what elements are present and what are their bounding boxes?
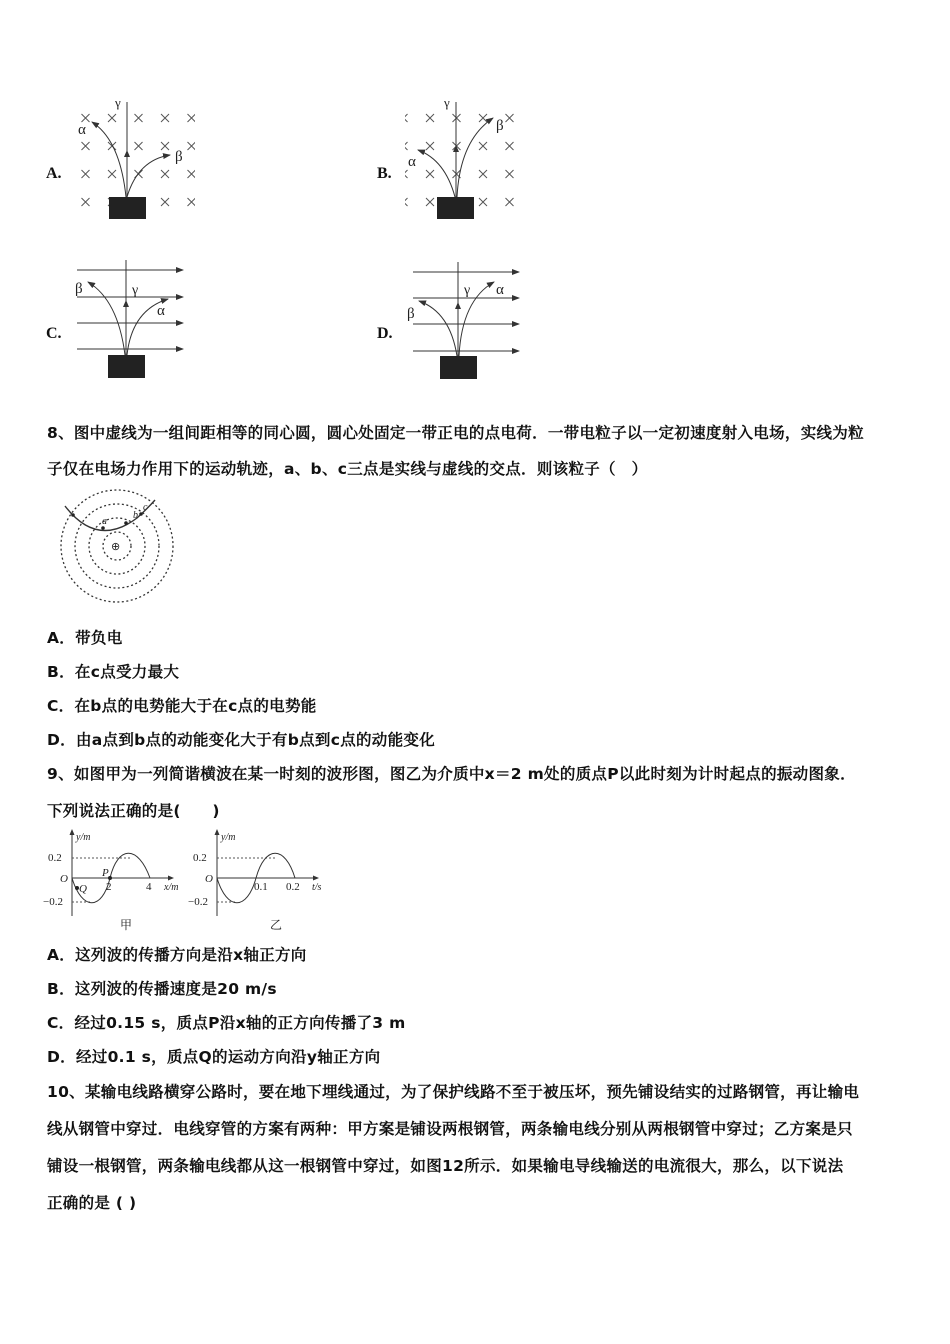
q9-stem-line1: 9、如图甲为一列简谐横波在某一时刻的波形图，图乙为介质中x＝2 m处的质点P以此时刻为计时起点的振动图象． [47, 765, 856, 783]
alpha-label: α [78, 122, 86, 138]
q9-graphs [40, 826, 340, 936]
diagram-c [75, 260, 183, 378]
ytick-bottom: −0.2 [188, 896, 208, 908]
positive-charge-icon: ⊕ [111, 541, 121, 553]
gamma-label: γ [132, 283, 139, 298]
point-a-label: a [102, 516, 107, 527]
ylabel: y/m [221, 832, 236, 843]
ttick-01: 0.1 [254, 881, 268, 893]
q8-stem-line1: 8、图中虚线为一组间距相等的同心圆，圆心处固定一带正电的点电荷．一带电粒子以一定初速度射入电场，实线为粒 [47, 424, 864, 442]
point-c-label: c [143, 502, 148, 513]
xtick-2: 2 [106, 881, 112, 893]
ytick-top: 0.2 [193, 852, 207, 864]
alpha-label: α [408, 154, 416, 170]
q8-option-b: B．在c点受力最大 [47, 663, 180, 681]
point-p-label: P [102, 867, 109, 879]
option-a-label: A. [46, 165, 62, 182]
option-b-label: B. [377, 165, 392, 182]
ylabel: y/m [76, 832, 91, 843]
diagram-a [75, 95, 195, 219]
q8-option-c: C．在b点的电势能大于在c点的电势能 [47, 697, 317, 715]
caption-yi: 乙 [270, 918, 283, 932]
gamma-label: γ [444, 95, 450, 110]
point-q-label: Q [79, 883, 87, 895]
beta-label: β [175, 149, 183, 165]
origin-label: O [60, 873, 68, 885]
option-d-label: D. [377, 325, 393, 342]
caption-jia: 甲 [120, 918, 133, 932]
ytick-bottom: −0.2 [43, 896, 63, 908]
xlabel: t/s [312, 882, 322, 893]
xtick-4: 4 [146, 881, 152, 893]
q10-stem-line1: 10、某输电线路横穿公路时，要在地下埋线通过，为了保护线路不至于被压坏，预先铺设结实的过路钢管，再让输电 [47, 1083, 860, 1101]
q8-option-a: A．带负电 [47, 629, 123, 647]
q10-stem-line3: 铺设一根钢管，两条输电线都从这一根钢管中穿过，如图12所示．如果输电导线输送的电流很大，那么，以下说法 [47, 1157, 844, 1175]
vibration-graph-yi [188, 830, 322, 932]
q10-stem-line2: 线从钢管中穿过．电线穿管的方案有两种：甲方案是铺设两根钢管，两条输电线分别从两根钢管中穿过；乙方案是只 [47, 1120, 853, 1138]
q8-stem-line2: 子仅在电场力作用下的运动轨迹，a、b、c三点是实线与虚线的交点．则该粒子（ ） [47, 460, 648, 478]
point-b-label: b [133, 510, 138, 521]
beta-label: β [496, 118, 504, 134]
q9-option-c: C．经过0.15 s，质点P沿x轴的正方向传播了3 m [47, 1014, 406, 1032]
ttick-02: 0.2 [286, 881, 300, 893]
q9-option-a: A．这列波的传播方向是沿x轴正方向 [47, 946, 307, 964]
diagram-d [407, 262, 519, 379]
beta-label: β [75, 281, 83, 297]
wave-graph-jia [43, 830, 178, 932]
q9-option-b: B．这列波的传播速度是20 m/s [47, 980, 277, 998]
alpha-label: α [157, 303, 165, 319]
ytick-top: 0.2 [48, 852, 62, 864]
q8-option-d: D．由a点到b点的动能变化大于有b点到c点的动能变化 [47, 731, 436, 749]
diagram-b [405, 95, 525, 219]
origin-label: O [205, 873, 213, 885]
q9-option-d: D．经过0.1 s，质点Q的运动方向沿y轴正方向 [47, 1048, 381, 1066]
q10-stem-line4: 正确的是 ( ) [47, 1194, 137, 1212]
q8-figure [45, 488, 195, 613]
option-c-label: C. [46, 325, 62, 342]
xlabel: x/m [164, 882, 179, 893]
gamma-label: γ [464, 283, 471, 298]
q7-diagrams [0, 0, 950, 400]
gamma-label: γ [115, 95, 121, 110]
q9-stem-line2: 下列说法正确的是( ) [47, 802, 220, 820]
alpha-label: α [496, 282, 504, 298]
beta-label: β [407, 306, 415, 322]
